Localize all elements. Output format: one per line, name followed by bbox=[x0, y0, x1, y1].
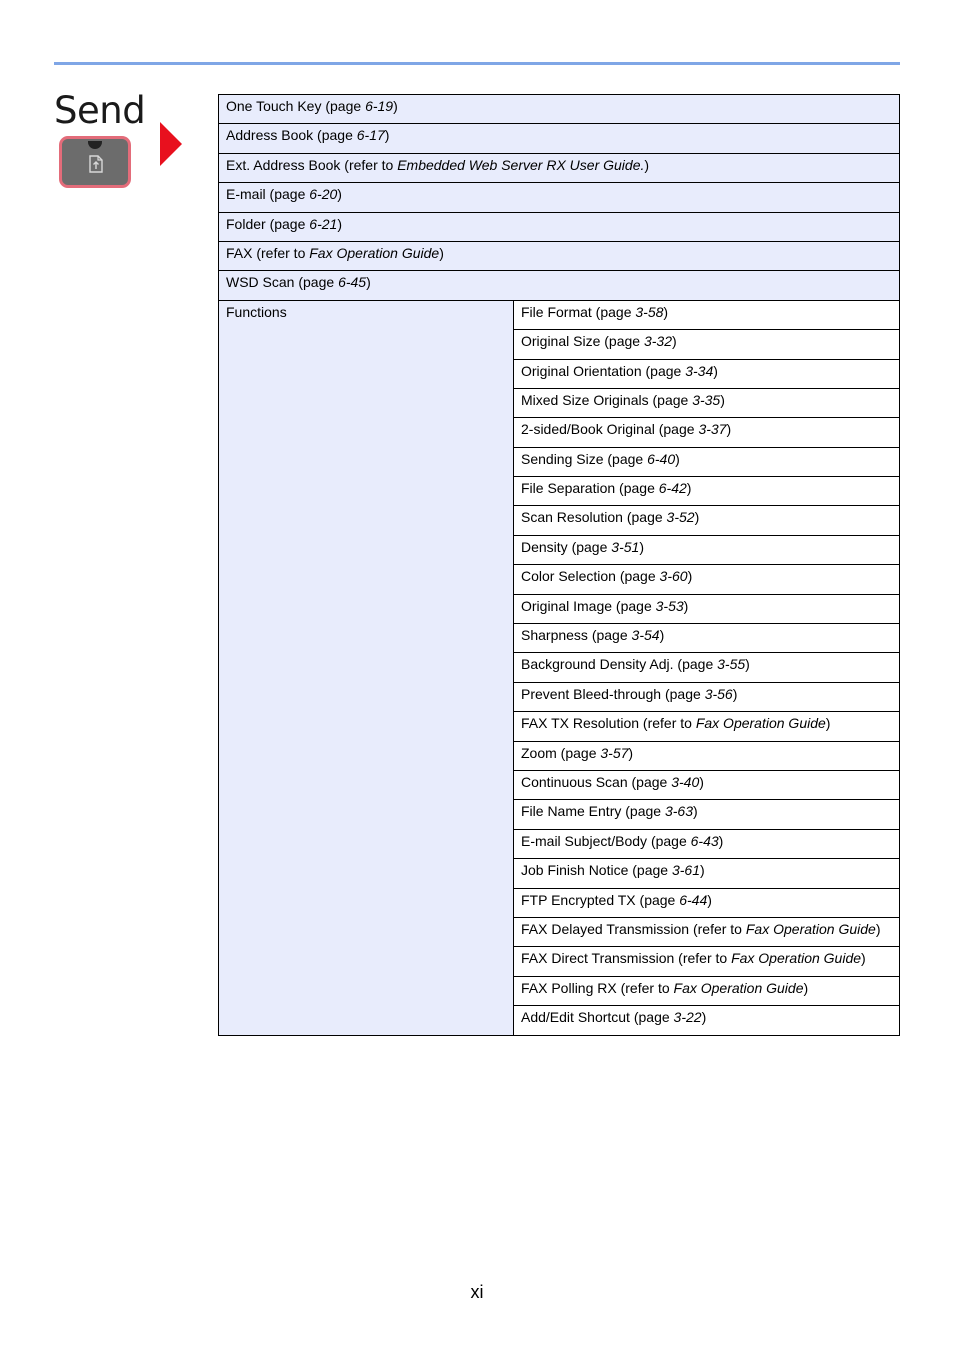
item-suffix: ) bbox=[659, 627, 665, 644]
item-suffix: ) bbox=[644, 156, 650, 173]
item-reference[interactable]: 6-17 bbox=[356, 127, 385, 144]
item-suffix: ) bbox=[707, 891, 712, 908]
table-row bbox=[219, 153, 900, 182]
item-reference[interactable]: 3-37 bbox=[698, 421, 727, 438]
function-item[interactable] bbox=[514, 359, 900, 388]
item-label: FAX Direct Transmission (refer to bbox=[521, 950, 732, 967]
menu-item[interactable] bbox=[219, 153, 900, 182]
item-reference[interactable]: 3-34 bbox=[685, 362, 714, 379]
item-label: Add/Edit Shortcut (page bbox=[521, 1009, 674, 1026]
menu-item[interactable] bbox=[219, 271, 900, 300]
item-label: FAX TX Resolution (refer to bbox=[521, 715, 696, 732]
send-key-icon bbox=[59, 136, 131, 188]
item-label: FAX Delayed Transmission (refer to bbox=[521, 920, 746, 937]
item-reference[interactable]: 3-53 bbox=[655, 597, 684, 614]
item-reference[interactable]: Fax Operation Guide bbox=[695, 715, 826, 732]
item-suffix: ) bbox=[628, 744, 634, 761]
item-reference[interactable]: 3-32 bbox=[643, 333, 672, 350]
item-label: E-mail (page bbox=[226, 186, 310, 203]
item-label: E-mail Subject/Body (page bbox=[521, 832, 691, 849]
item-suffix: ) bbox=[337, 186, 342, 203]
item-suffix: ) bbox=[700, 862, 705, 879]
item-suffix: ) bbox=[366, 274, 371, 291]
table-row bbox=[219, 271, 900, 300]
function-item[interactable] bbox=[514, 682, 900, 711]
function-item[interactable] bbox=[514, 653, 900, 682]
item-reference[interactable]: 3-54 bbox=[631, 627, 660, 644]
item-suffix: ) bbox=[384, 127, 390, 144]
document-send-icon bbox=[86, 153, 106, 175]
function-item[interactable] bbox=[514, 888, 900, 917]
table-row bbox=[219, 300, 900, 329]
item-suffix: ) bbox=[825, 715, 831, 732]
item-label: Original Image (page bbox=[521, 597, 656, 614]
item-suffix: ) bbox=[337, 215, 342, 232]
function-item[interactable] bbox=[514, 1006, 900, 1035]
item-suffix: ) bbox=[745, 656, 750, 673]
item-suffix: ) bbox=[699, 773, 704, 790]
menu-item[interactable] bbox=[219, 241, 900, 270]
item-reference[interactable]: Fax Operation Guide bbox=[731, 950, 862, 967]
functions-label[interactable] bbox=[219, 300, 514, 1035]
function-item[interactable] bbox=[514, 947, 900, 976]
item-reference[interactable]: Fax Operation Guide bbox=[309, 244, 440, 261]
item-reference[interactable]: 6-21 bbox=[309, 215, 338, 232]
item-label: Zoom (page bbox=[521, 744, 601, 761]
item-reference[interactable]: 3-52 bbox=[666, 509, 695, 526]
functions-label-text: Functions bbox=[226, 303, 287, 320]
function-item[interactable] bbox=[514, 829, 900, 858]
item-reference[interactable]: 6-20 bbox=[309, 186, 338, 203]
top-rule bbox=[54, 62, 900, 65]
function-item[interactable] bbox=[514, 859, 900, 888]
item-label: Folder (page bbox=[226, 215, 310, 232]
send-menu-table bbox=[218, 94, 900, 1036]
item-reference[interactable]: 3-35 bbox=[692, 391, 721, 408]
item-suffix: ) bbox=[692, 803, 698, 820]
item-reference[interactable]: 3-61 bbox=[671, 862, 700, 879]
item-reference[interactable]: 6-44 bbox=[679, 891, 708, 908]
function-item[interactable] bbox=[514, 447, 900, 476]
table-row bbox=[219, 241, 900, 270]
item-label: 2-sided/Book Original (page bbox=[521, 421, 699, 438]
item-suffix: ) bbox=[687, 568, 693, 585]
item-suffix: ) bbox=[663, 303, 669, 320]
function-item[interactable] bbox=[514, 330, 900, 359]
page-title: Send bbox=[54, 89, 146, 132]
item-suffix: ) bbox=[694, 509, 700, 526]
item-label: File Name Entry (page bbox=[521, 803, 665, 820]
item-suffix: ) bbox=[393, 98, 398, 114]
function-item[interactable] bbox=[514, 388, 900, 417]
item-reference[interactable]: 3-56 bbox=[704, 685, 733, 702]
item-label: Ext. Address Book (refer to bbox=[226, 156, 398, 173]
item-label: One Touch Key (page bbox=[226, 98, 366, 114]
menu-item[interactable] bbox=[219, 124, 900, 153]
item-reference[interactable]: 3-51 bbox=[611, 538, 640, 555]
item-reference[interactable]: 3-55 bbox=[717, 656, 746, 673]
item-label: Original Orientation (page bbox=[521, 362, 686, 379]
item-suffix: ) bbox=[718, 832, 724, 849]
item-label: Density (page bbox=[521, 538, 612, 555]
item-suffix: ) bbox=[701, 1009, 707, 1026]
item-label: Job Finish Notice (page bbox=[521, 862, 672, 879]
item-suffix: ) bbox=[803, 979, 809, 996]
item-label: FAX (refer to bbox=[226, 244, 310, 261]
table-row bbox=[219, 212, 900, 241]
item-reference[interactable]: 6-40 bbox=[647, 450, 676, 467]
item-suffix: ) bbox=[675, 450, 680, 467]
item-label: Color Selection (page bbox=[521, 568, 660, 585]
item-label: File Format (page bbox=[521, 303, 636, 320]
function-item[interactable] bbox=[514, 535, 900, 564]
item-label: Sharpness (page bbox=[521, 627, 632, 644]
table-row bbox=[219, 183, 900, 212]
item-reference[interactable]: 6-45 bbox=[338, 274, 367, 291]
item-label: Continuous Scan (page bbox=[521, 773, 672, 790]
menu-item[interactable] bbox=[219, 212, 900, 241]
item-label: File Separation (page bbox=[521, 480, 659, 497]
table-row bbox=[219, 124, 900, 153]
item-reference[interactable]: 6-42 bbox=[658, 480, 687, 497]
item-suffix: ) bbox=[713, 362, 718, 379]
item-label: FAX Polling RX (refer to bbox=[521, 979, 674, 996]
item-suffix: ) bbox=[875, 920, 881, 937]
menu-item[interactable] bbox=[219, 183, 900, 212]
function-item[interactable] bbox=[514, 770, 900, 799]
item-reference[interactable]: 3-22 bbox=[673, 1009, 702, 1026]
function-item[interactable] bbox=[514, 300, 900, 329]
item-label: Prevent Bleed-through (page bbox=[521, 685, 705, 702]
function-item[interactable] bbox=[514, 976, 900, 1005]
item-suffix: ) bbox=[671, 333, 677, 350]
item-reference[interactable]: Fax Operation Guide bbox=[673, 979, 804, 996]
item-suffix: ) bbox=[732, 685, 738, 702]
item-label: WSD Scan (page bbox=[226, 274, 339, 291]
table-row bbox=[219, 95, 900, 124]
item-label: Scan Resolution (page bbox=[521, 509, 667, 526]
item-suffix: ) bbox=[720, 391, 725, 408]
item-label: Mixed Size Originals (page bbox=[521, 391, 693, 408]
item-label: FTP Encrypted TX (page bbox=[521, 891, 680, 908]
triangle-right-icon bbox=[160, 122, 182, 166]
item-label: Address Book (page bbox=[226, 127, 357, 144]
function-item[interactable] bbox=[514, 741, 900, 770]
function-item[interactable] bbox=[514, 712, 900, 741]
function-item[interactable] bbox=[514, 594, 900, 623]
item-label: Original Size (page bbox=[521, 333, 644, 350]
function-item[interactable] bbox=[514, 477, 900, 506]
item-reference[interactable]: 3-63 bbox=[664, 803, 693, 820]
function-item[interactable] bbox=[514, 917, 900, 946]
item-reference[interactable]: 6-43 bbox=[690, 832, 719, 849]
item-reference[interactable]: 6-19 bbox=[365, 98, 394, 114]
item-reference[interactable]: 3-58 bbox=[635, 303, 664, 320]
item-reference[interactable]: Embedded Web Server RX User Guide. bbox=[397, 156, 645, 173]
menu-item[interactable] bbox=[219, 95, 900, 124]
item-reference[interactable]: Fax Operation Guide bbox=[745, 920, 876, 937]
item-label: Background Density Adj. (page bbox=[521, 656, 718, 673]
item-reference[interactable]: 3-57 bbox=[600, 744, 629, 761]
function-item[interactable] bbox=[514, 624, 900, 653]
item-label: Sending Size (page bbox=[521, 450, 648, 467]
page-number: xi bbox=[470, 1282, 484, 1302]
item-suffix: ) bbox=[686, 480, 692, 497]
item-reference[interactable]: 3-60 bbox=[659, 568, 688, 585]
function-item[interactable] bbox=[514, 565, 900, 594]
function-item[interactable] bbox=[514, 506, 900, 535]
item-suffix: ) bbox=[861, 950, 866, 967]
indicator-led-icon bbox=[88, 141, 102, 149]
item-suffix: ) bbox=[639, 538, 644, 555]
item-suffix: ) bbox=[726, 421, 732, 438]
item-reference[interactable]: 3-40 bbox=[671, 773, 700, 790]
item-suffix: ) bbox=[683, 597, 689, 614]
function-item[interactable] bbox=[514, 418, 900, 447]
item-suffix: ) bbox=[439, 244, 444, 261]
function-item[interactable] bbox=[514, 800, 900, 829]
